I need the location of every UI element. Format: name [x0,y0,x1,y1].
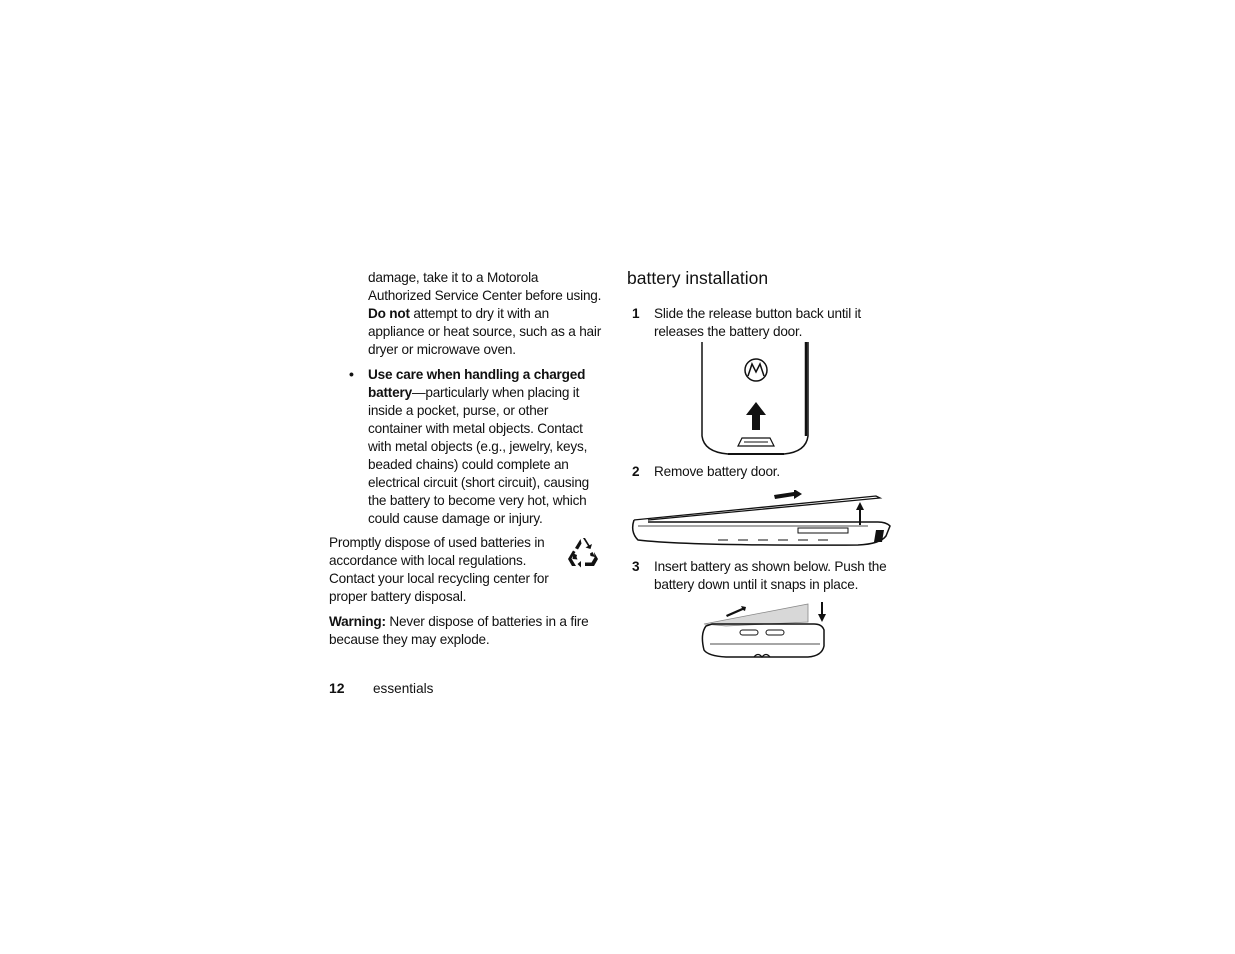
do-not-emphasis: Do not [368,306,410,321]
warning-body: Never dispose of batteries in a fire because they may explode. [329,614,589,647]
step-3-text: Insert battery as shown below. Push the battery down until it snaps in place. [654,559,887,592]
battery-care-bullet [368,366,603,528]
continuation-paragraph [368,269,603,359]
step-1-text: Slide the release button back until it releases the battery door. [654,306,862,339]
bullet-body: —particularly when placing it inside a pocket, purse, or other container with metal objects. Contact with metal objects (e.g., jewelry, keys, beaded chains) could complete an electrical circuit (short circuit), causing the battery to become very hot, which could cause damage or injury. [368,385,590,526]
recycle-icon [566,536,600,570]
section-heading: battery installation [627,268,769,288]
continuation-text-1: damage, take it to a Motorola Authorized Service Center before using. [368,270,602,303]
step-2-text: Remove battery door. [654,464,780,479]
motorola-logo [745,359,767,381]
page-number: 12 [329,680,345,696]
recycle-paragraph: Promptly dispose of used batteries in accordance with local regulations. Contact your local recycling center for proper battery disposal. [329,535,549,604]
step-1-number: 1 [632,306,640,321]
battery-insert-illustration [696,600,836,664]
continuation-text-2: attempt to dry it with an appliance or heat source, such as a hair dryer or microwave oven. [368,306,602,357]
step-3-number: 3 [632,559,640,574]
battery-door-removal-illustration [628,490,893,552]
push-down-arrow-icon [818,602,826,622]
section-name: essentials [373,681,434,696]
phone-back-illustration [698,340,818,458]
bullet-bold-lead: Use care when handling a charged battery [368,367,586,400]
slide-up-arrow-icon [746,402,766,430]
step-2-number: 2 [632,464,640,479]
warning-paragraph [329,613,599,649]
warning-label: Warning: [329,614,386,629]
slide-right-arrow-icon [774,490,802,499]
bullet-marker: • [349,366,354,382]
slide-left-arrow-icon [726,606,746,617]
